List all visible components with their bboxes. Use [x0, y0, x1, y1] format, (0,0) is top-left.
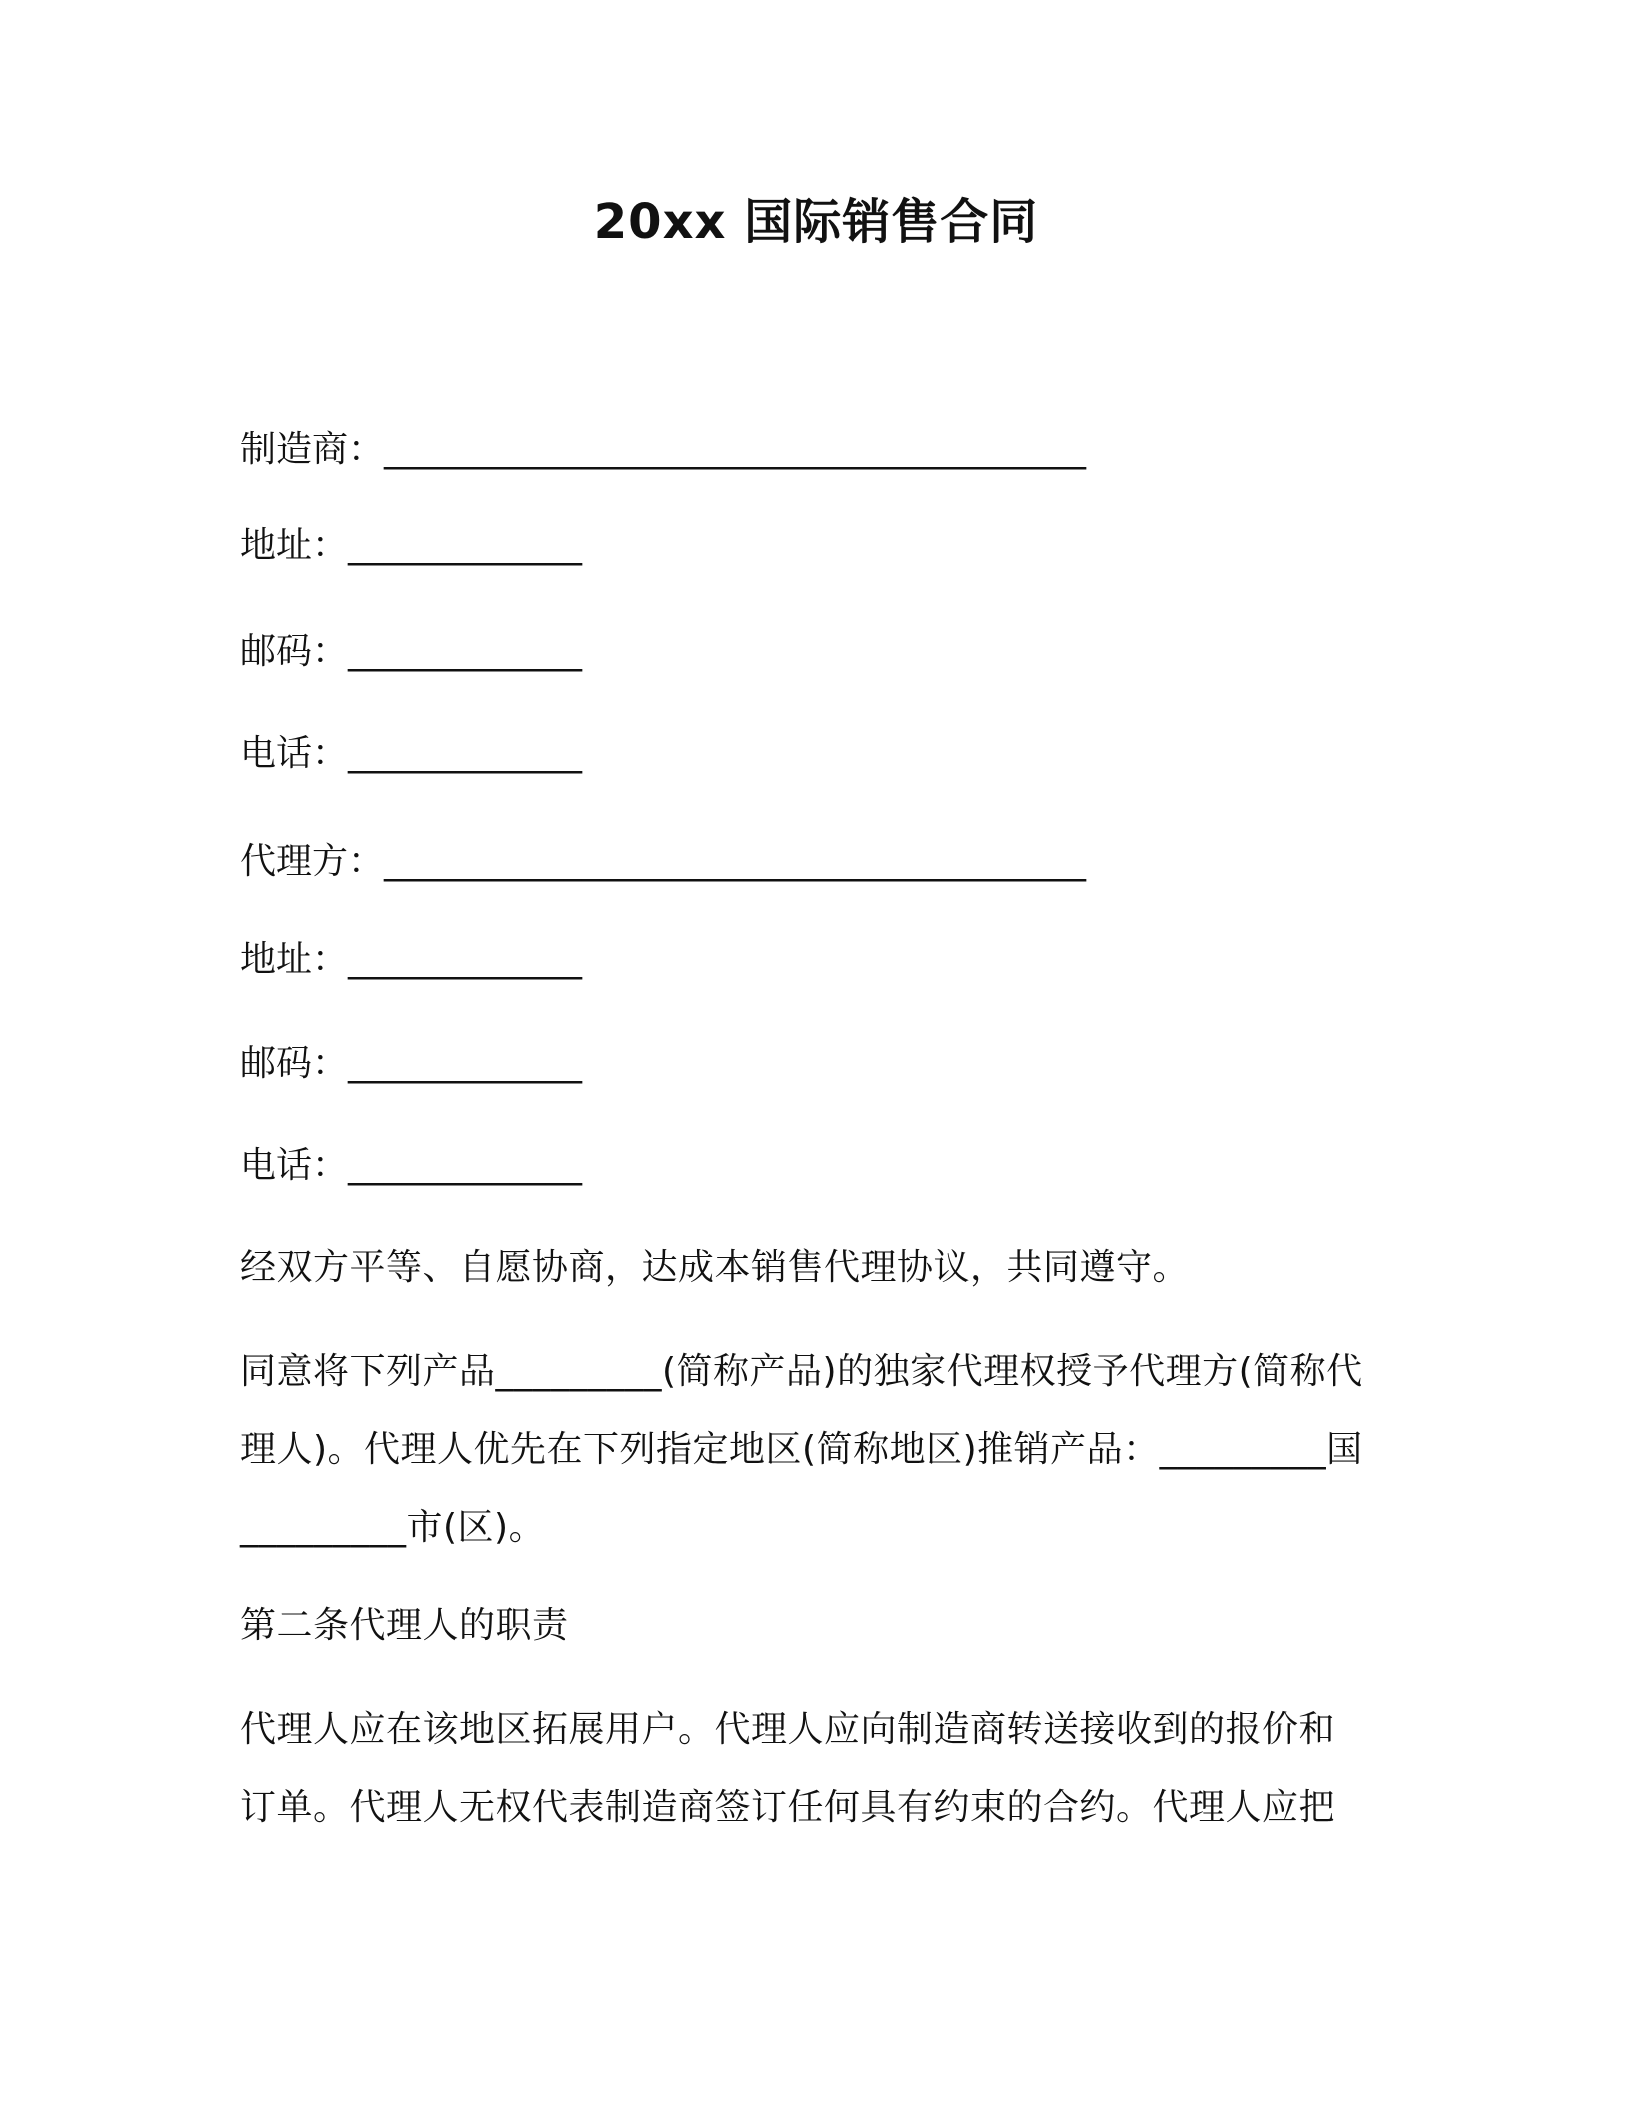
clause1-line: 理人)。代理人优先在下列指定地区(简称地区)推销产品：_________国	[240, 1429, 1363, 1470]
clause1-line: _________市(区)。	[240, 1507, 546, 1548]
manufacturer-phone-field: 电话：_____________	[240, 733, 583, 774]
agent-phone-field: 电话：_____________	[240, 1145, 583, 1186]
document-title: 20xx 国际销售合同	[593, 194, 1039, 250]
manufacturer-postcode-field: 邮码：_____________	[240, 631, 583, 672]
article2-heading: 第二条代理人的职责	[240, 1605, 569, 1646]
clause1-line: 同意将下列产品_________(简称产品)的独家代理权授予代理方(简称代	[240, 1351, 1363, 1392]
agent-name-field: 代理方：_______________________________________	[240, 841, 1087, 882]
article2-line: 代理人应在该地区拓展用户。代理人应向制造商转送接收到的报价和	[240, 1709, 1336, 1750]
manufacturer-address-field: 地址：_____________	[240, 525, 583, 566]
manufacturer-name-field: 制造商：_______________________________________	[240, 429, 1087, 470]
agent-postcode-field: 邮码：_____________	[240, 1043, 583, 1084]
article2-line: 订单。代理人无权代表制造商签订任何具有约束的合约。代理人应把	[240, 1787, 1336, 1828]
intro-paragraph: 经双方平等、自愿协商，达成本销售代理协议，共同遵守。	[240, 1247, 1190, 1288]
agent-address-field: 地址：_____________	[240, 939, 583, 980]
